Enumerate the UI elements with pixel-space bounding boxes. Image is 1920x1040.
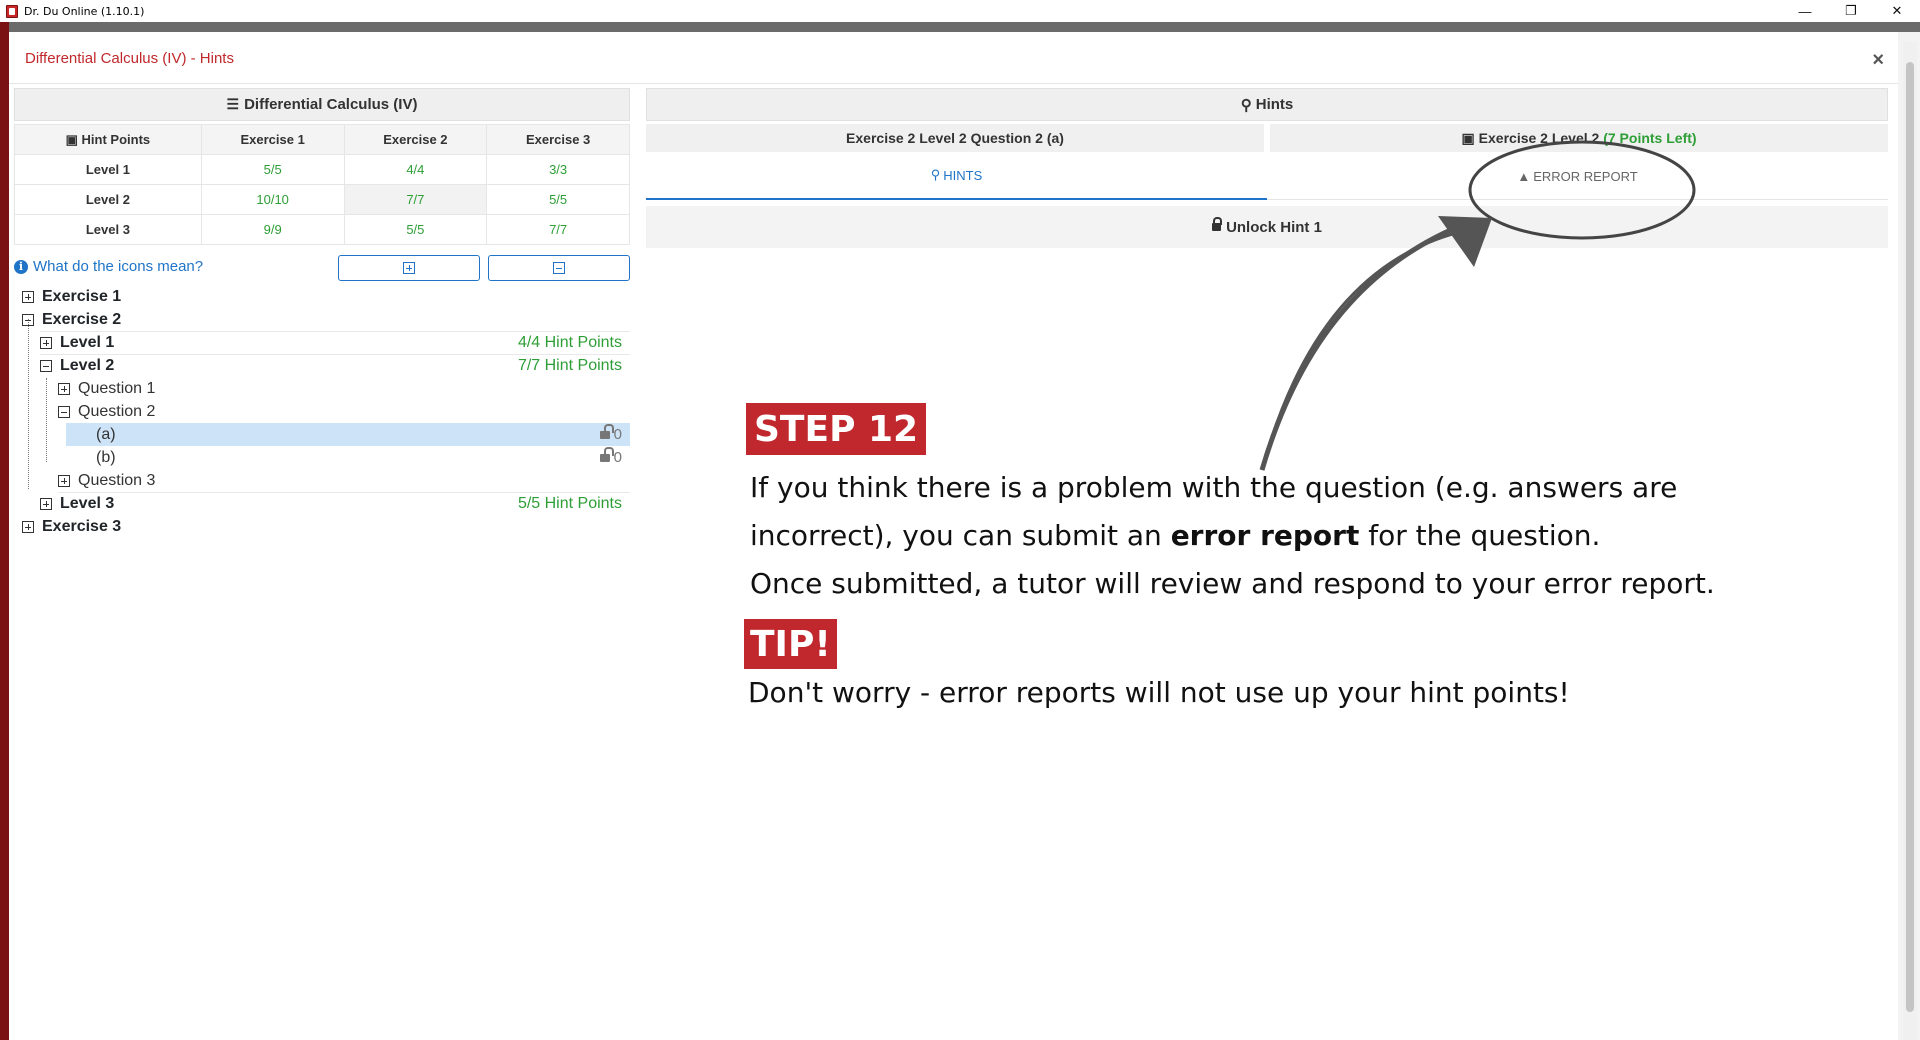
cell-points: 5/5 — [201, 155, 344, 185]
tree-node-level-2[interactable]: Level 2 7/7 Hint Points — [40, 354, 630, 377]
modal-close-button[interactable]: × — [1872, 49, 1884, 71]
scrollbar[interactable] — [1903, 42, 1917, 1040]
money-icon: ▣ — [65, 131, 82, 147]
cell-points: 10/10 — [201, 185, 344, 215]
right-panel — [646, 88, 1888, 248]
row-level: Level 3 — [15, 215, 202, 245]
tutorial-line-2: incorrect), you can submit an error report for the question. — [750, 519, 1601, 552]
points-left-value: (7 Points Left) — [1603, 130, 1697, 146]
tree-node-part-b[interactable]: (b) 0 — [96, 448, 622, 466]
background-strip-top — [0, 22, 1920, 32]
modal-title: Differential Calculus (IV) - Hints — [25, 50, 234, 67]
hint-tabs — [646, 152, 1888, 200]
level-hint-points: 4/4 Hint Points — [517, 333, 622, 351]
left-panel — [14, 88, 630, 545]
part-hint-count: 0 — [600, 426, 622, 443]
expand-icon — [58, 475, 70, 487]
cell-points: 9/9 — [201, 215, 344, 245]
column-header-hint-points: ▣ Hint Points — [15, 125, 202, 155]
row-level: Level 1 — [15, 155, 202, 185]
tree-node-level-3[interactable]: Level 3 5/5 Hint Points — [40, 492, 630, 515]
points-left-label: ▣ Exercise 2 Level 2 (7 Points Left) — [1270, 124, 1888, 152]
warning-icon: ▲ — [1517, 168, 1531, 184]
collapse-icon — [22, 314, 34, 326]
scrollbar-thumb[interactable] — [1906, 62, 1914, 1012]
collapse-icon — [40, 360, 52, 372]
hint-info-row — [646, 124, 1888, 152]
tree-node-part-a[interactable]: (a) 0 — [96, 425, 622, 443]
tab-hints[interactable]: ⚲ HINTS — [646, 152, 1267, 200]
tree-node-question-1[interactable]: Question 1 — [58, 377, 155, 400]
expand-icon — [22, 521, 34, 533]
tutorial-line-1: If you think there is a problem with the question (e.g. answers are — [750, 471, 1678, 504]
column-header: Exercise 2 — [344, 125, 487, 155]
expand-icon — [40, 498, 52, 510]
cell-points: 3/3 — [487, 155, 630, 185]
list-icon: ☰ — [226, 96, 240, 112]
course-title: Differential Calculus (IV) — [244, 96, 418, 113]
tab-error-report[interactable]: ▲ ERROR REPORT — [1517, 168, 1638, 184]
row-level: Level 2 — [15, 185, 202, 215]
tree-guide — [46, 378, 47, 462]
unlock-hint-button[interactable]: Unlock Hint 1 — [646, 206, 1888, 248]
expand-all-button[interactable] — [338, 255, 480, 281]
lock-icon — [1212, 223, 1221, 231]
lightbulb-icon: ⚲ — [930, 167, 941, 182]
unlock-icon — [600, 431, 610, 439]
exercise-tree — [14, 285, 630, 545]
unlock-icon — [600, 454, 610, 462]
collapse-all-button[interactable] — [488, 255, 630, 281]
tree-node-level-1[interactable]: Level 1 4/4 Hint Points — [40, 331, 630, 354]
window-close-button[interactable]: ✕ — [1891, 3, 1903, 18]
help-link-text: What do the icons mean? — [33, 258, 204, 275]
column-header: Exercise 1 — [201, 125, 344, 155]
cell-points-selected: 7/7 — [344, 185, 487, 215]
tip-badge: TIP! — [744, 619, 837, 669]
part-hint-count: 0 — [600, 449, 622, 466]
hints-heading — [646, 88, 1888, 121]
window-title: Dr. Du Online (1.10.1) — [24, 4, 145, 18]
info-icon: i — [14, 260, 28, 274]
money-icon: ▣ — [1461, 129, 1475, 146]
tutorial-text — [750, 464, 1900, 608]
course-heading — [14, 88, 630, 121]
expand-icon — [40, 337, 52, 349]
modal-header — [9, 32, 1898, 84]
tip-text: Don't worry - error reports will not use up your hint points! — [748, 676, 1570, 709]
cell-points: 5/5 — [344, 215, 487, 245]
collapse-icon — [58, 406, 70, 418]
plus-square-icon — [403, 262, 415, 274]
hint-points-table — [14, 124, 630, 245]
column-header: Exercise 3 — [487, 125, 630, 155]
tree-guide — [28, 319, 29, 489]
table-row — [15, 215, 630, 245]
tree-node-question-2[interactable]: Question 2 — [58, 400, 155, 423]
expand-icon — [22, 291, 34, 303]
question-label: Exercise 2 Level 2 Question 2 (a) — [646, 124, 1264, 152]
app-icon — [6, 5, 18, 18]
table-row — [15, 155, 630, 185]
cell-points: 4/4 — [344, 155, 487, 185]
tree-node-exercise-3[interactable]: Exercise 3 — [22, 515, 121, 538]
tree-node-exercise-2[interactable]: Exercise 2 — [22, 308, 121, 331]
os-titlebar — [0, 0, 1920, 22]
level-hint-points: 7/7 Hint Points — [517, 356, 622, 374]
icons-help-link[interactable] — [14, 258, 203, 275]
tree-toolbar — [14, 251, 630, 285]
minus-square-icon — [553, 262, 565, 274]
expand-icon — [58, 383, 70, 395]
level-hint-points: 5/5 Hint Points — [517, 494, 622, 512]
restore-button[interactable]: ❐ — [1845, 3, 1857, 18]
step-badge: STEP 12 — [746, 403, 926, 455]
tree-node-exercise-1[interactable]: Exercise 1 — [22, 285, 121, 308]
lightbulb-icon: ⚲ — [1240, 96, 1252, 114]
background-strip-left — [0, 22, 9, 1040]
hints-title: Hints — [1255, 96, 1294, 113]
tutorial-line-3: Once submitted, a tutor will review and respond to your error report. — [750, 567, 1715, 600]
cell-points: 7/7 — [487, 215, 630, 245]
table-row — [15, 185, 630, 215]
minimize-button[interactable]: — — [1798, 3, 1812, 19]
tree-node-question-3[interactable]: Question 3 — [58, 469, 155, 492]
window-controls — [1782, 0, 1920, 22]
cell-points: 5/5 — [487, 185, 630, 215]
